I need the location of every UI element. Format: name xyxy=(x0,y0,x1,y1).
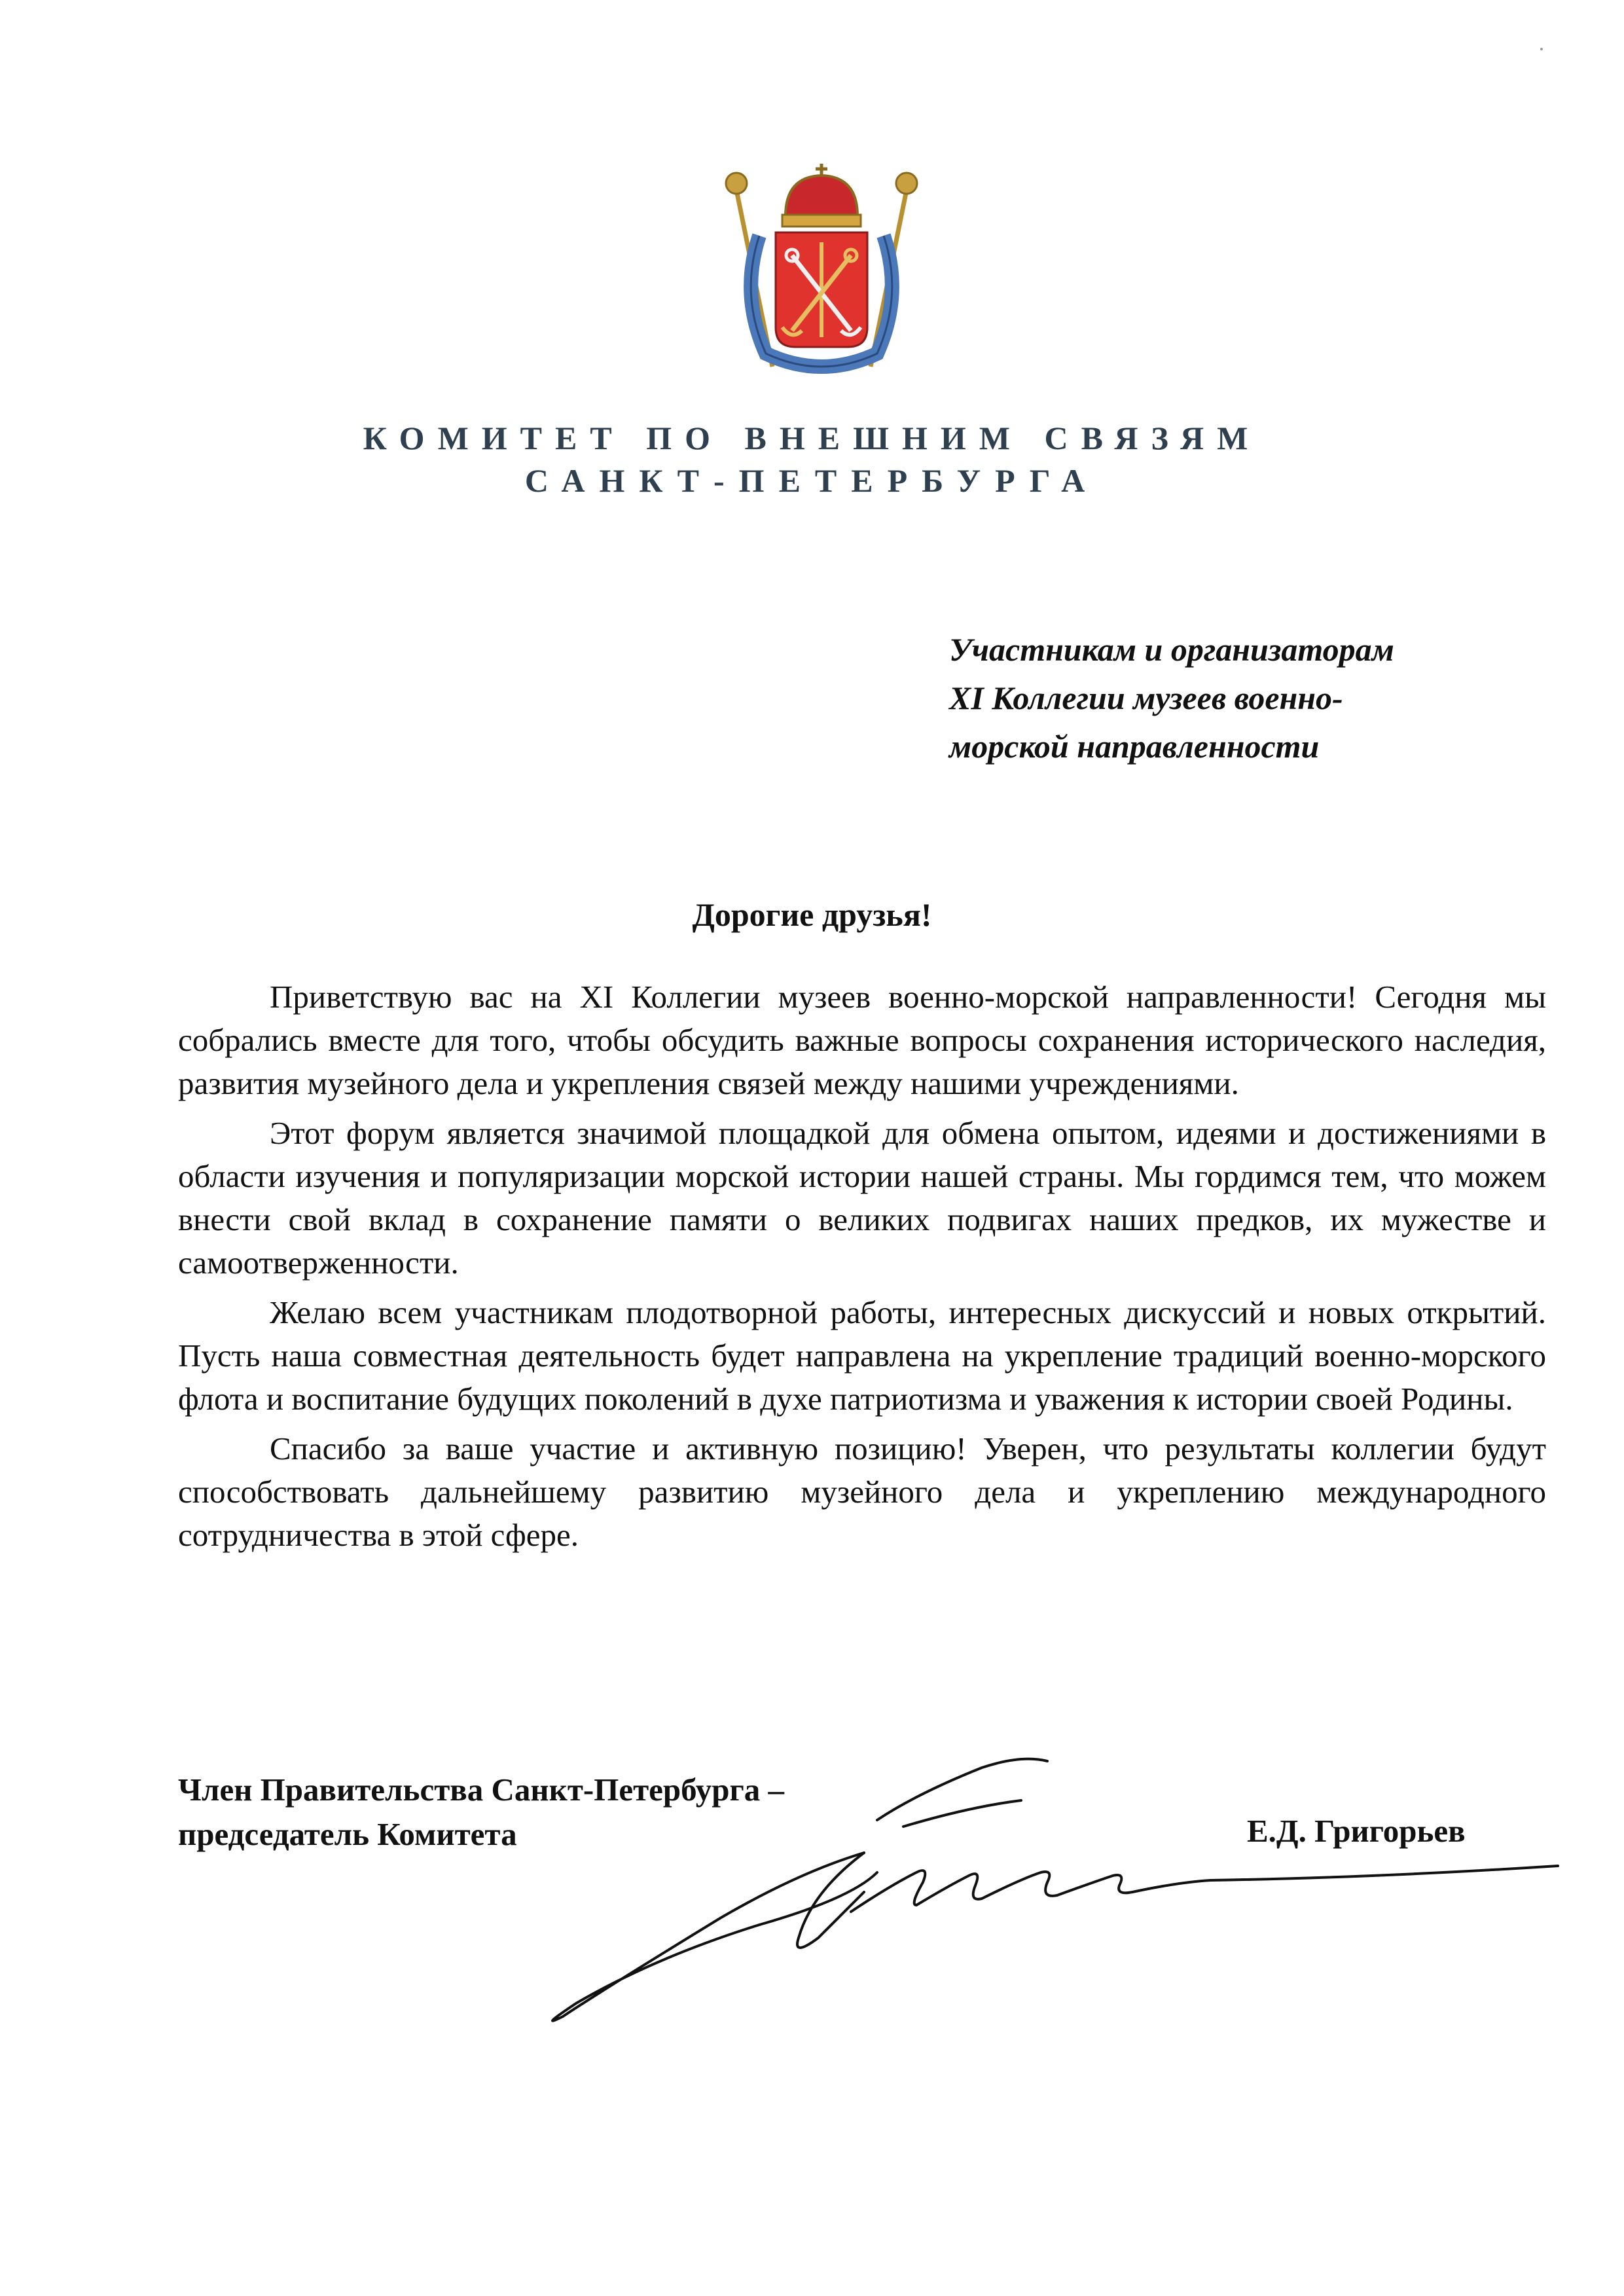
signatory-title-line: председатель Комитета xyxy=(178,1816,517,1852)
addressee-line: морской направленности xyxy=(949,728,1320,765)
handwritten-signature xyxy=(524,1741,1584,2030)
stray-dot xyxy=(1532,39,1551,59)
body-paragraph: Желаю всем участникам плодотворной работы, интересных дискуссий и новых открытий. Пусть наша совместная деятельность будет направлена на укрепление традиций военно-морского флота и воспитание будущих поколений в духе патриотизма и уважения к истории своей Родины. xyxy=(178,1294,1546,1417)
addressee-block xyxy=(949,625,1538,771)
body-paragraph: Этот форум является значимой площадкой для обмена опытом, идеями и достижениями в области изучения и популяризации морской истории нашей страны. Мы гордимся тем, что можем внести свой вклад в сохранение памяти о великих подвигах наших предков, их мужестве и самоотверженности. xyxy=(178,1115,1546,1281)
addressee-line: Участникам и организаторам xyxy=(949,631,1394,668)
signatory-title-line: Член Правительства Санкт-Петербурга – xyxy=(178,1772,785,1808)
signatory-name: Е.Д. Григорьев xyxy=(1247,1813,1466,1849)
coat-of-arms-icon xyxy=(720,164,923,380)
addressee-line: XI Коллегии музеев военно- xyxy=(949,680,1343,716)
body-paragraph: Спасибо за ваше участие и активную позицию! Уверен, что результаты коллегии будут способствовать дальнейшему развитию музейного дела и укреплению международного сотрудничества в этой сфере. xyxy=(178,1430,1546,1553)
letter-body xyxy=(178,975,1546,1563)
body-paragraph: Приветствую вас на XI Коллегии музеев военно-морской направленности! Сегодня мы собрались вместе для того, чтобы обсудить важные вопросы сохранения исторического наследия, развития музейного дела и укрепления связей между нашими учреждениями. xyxy=(178,979,1546,1101)
organization-name: КОМИТЕТ ПО ВНЕШНИМ СВЯЗЯМ xyxy=(363,420,1261,456)
organization-city: САНКТ-ПЕТЕРБУРГА xyxy=(524,462,1100,499)
greeting: Дорогие друзья! xyxy=(692,896,932,933)
